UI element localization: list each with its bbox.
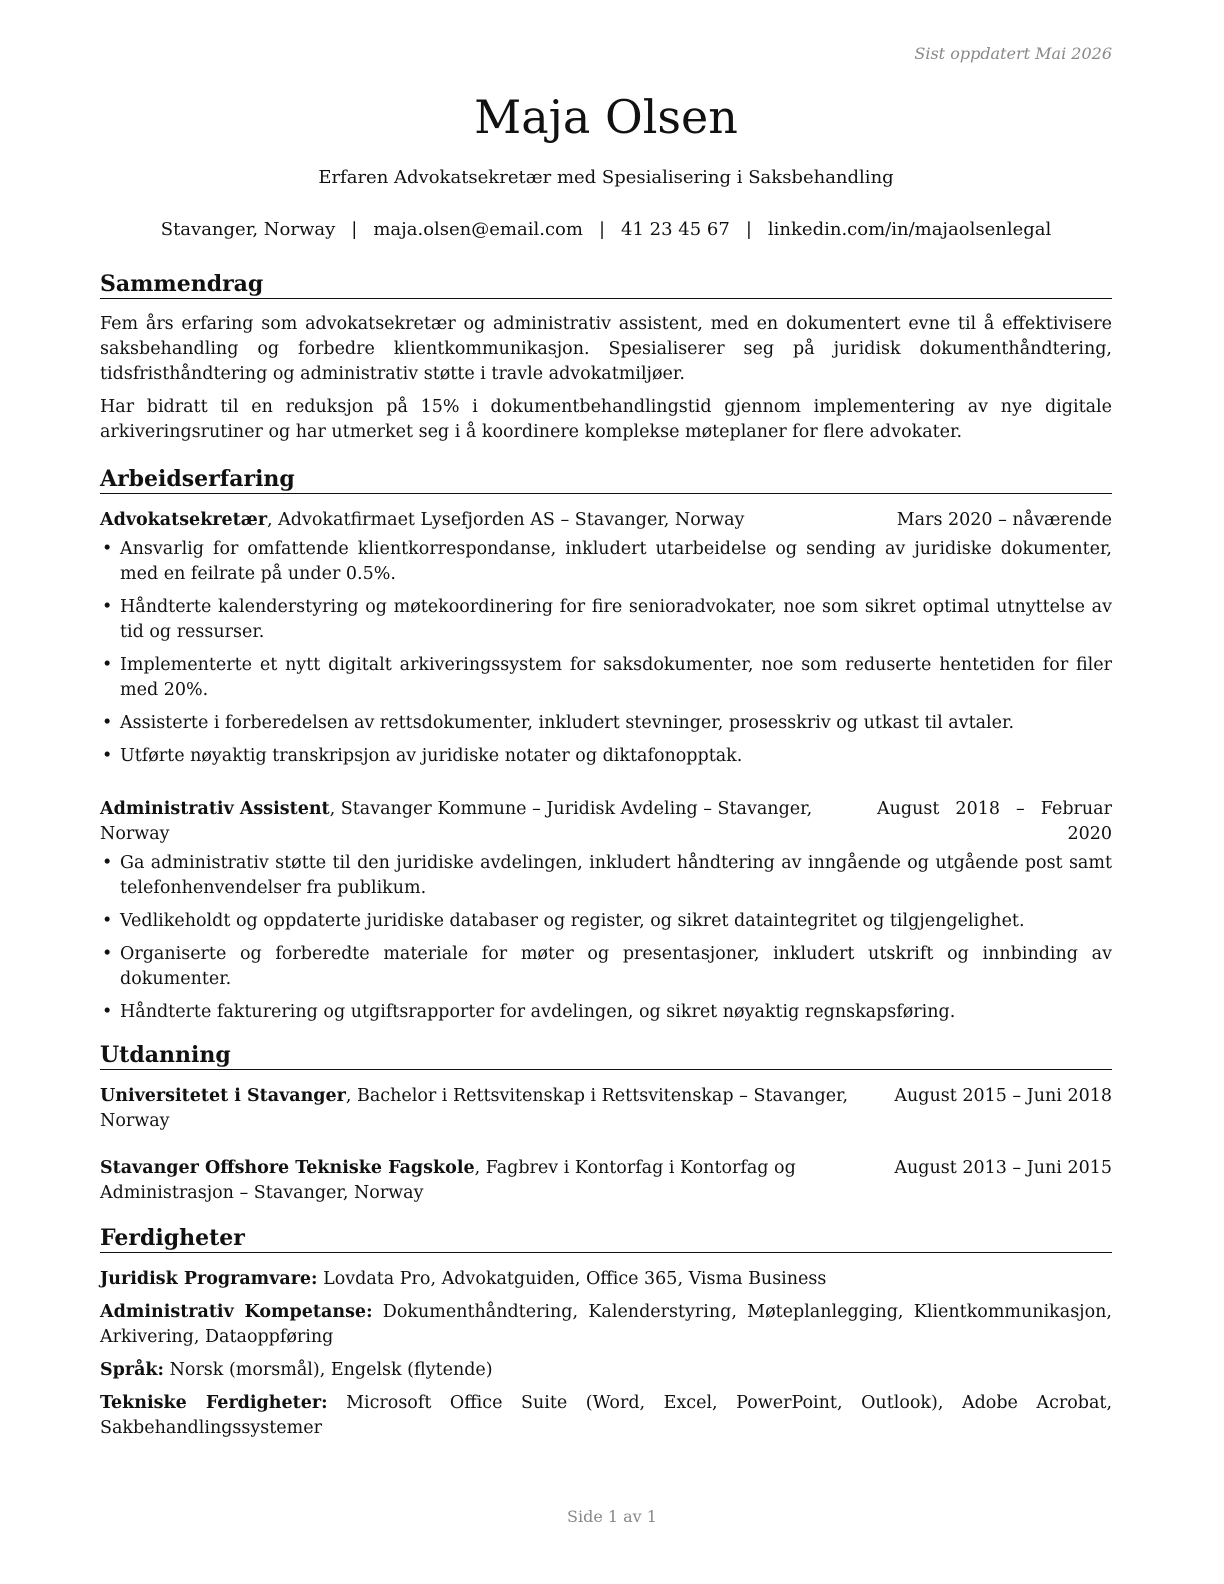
skill-label: Språk: (100, 1360, 165, 1380)
list-item: • Assisterte i forberedelsen av rettsdokumenter, inkludert stevninger, prosesskriv og utkast til avtaler. (100, 711, 1112, 736)
school-name: Stavanger Offshore Tekniske Fagskole (100, 1158, 475, 1178)
contact-separator: | (598, 219, 606, 240)
contact-phone: 41 23 45 67 (621, 219, 730, 240)
list-item: • Organiserte og forberedte materiale for møter og presentasjoner, inkludert utskrift og innbinding av dokumenter. (100, 942, 1112, 992)
experience-section (100, 465, 1112, 1025)
job-bullets (100, 851, 1112, 1025)
page-number: Side 1 av 1 (567, 1507, 657, 1526)
section-title-education: Utdanning (100, 1041, 1112, 1070)
degree-detail: , Bachelor i Rettsvitenskap i Rettsvitenskap – Stavanger, Norway (100, 1086, 849, 1131)
skill-label: Administrativ Kompetanse: (100, 1302, 373, 1322)
job-dates: August 2018 – Februar 2020 (877, 799, 1112, 844)
skill-value: Lovdata Pro, Advokatguiden, Office 365, Visma Business (317, 1269, 827, 1289)
skills-section (100, 1224, 1112, 1441)
education-dates: August 2015 – Juni 2018 (894, 1086, 1112, 1106)
candidate-name: Maja Olsen (474, 90, 738, 144)
skill-label: Tekniske Ferdigheter: (100, 1393, 328, 1413)
skill-value: Microsoft Office Suite (Word, Excel, PowerPoint, Outlook), Adobe Acrobat, Sakbehandlingssystemer (100, 1393, 1113, 1438)
education-entry (100, 1084, 1112, 1134)
degree-detail: , Fagbrev i Kontorfag i Kontorfag og Administrasjon – Stavanger, Norway (100, 1158, 796, 1203)
skill-row (100, 1300, 1112, 1350)
skill-row (100, 1391, 1112, 1441)
job-role: Administrativ Assistent (100, 799, 330, 819)
list-item: • Håndterte kalenderstyring og møtekoordinering for fire senioradvokater, noe som sikret optimal utnyttelse av tid og ressurser. (100, 595, 1112, 645)
contact-email[interactable]: maja.olsen@email.com (373, 219, 583, 240)
job-employer: , Advokatfirmaet Lysefjorden AS – Stavanger, Norway (267, 510, 745, 530)
job-employer: , Stavanger Kommune – Juridisk Avdeling – Stavanger, Norway (100, 799, 813, 844)
job-header (100, 797, 1112, 847)
contact-separator: | (745, 219, 752, 240)
job-bullets (100, 537, 1112, 769)
contact-linkedin[interactable]: linkedin.com/in/majaolsenlegal (767, 219, 1052, 240)
list-item: • Vedlikeholdt og oppdaterte juridiske databaser og register, og sikret dataintegritet og tilgjengelighet. (100, 909, 1112, 934)
list-item: • Ga administrativ støtte til den juridiske avdelingen, inkludert håndtering av inngående og utgående post samt telefonhenvendelser fra publikum. (100, 851, 1112, 901)
summary-paragraph: Har bidratt til en reduksjon på 15% i dokumentbehandlingstid gjennom implementering av nye digitale arkiveringsrutiner og har utmerket seg i å koordinere komplekse møteplaner for flere advokater. (100, 397, 1112, 442)
list-item: • Ansvarlig for omfattende klientkorrespondanse, inkludert utarbeidelse og sending av juridiske dokumenter, med en feilrate på under 0.5%. (100, 537, 1112, 587)
section-title-experience: Arbeidserfaring (100, 465, 1112, 494)
last-updated: Sist oppdatert Mai 2026 (914, 44, 1112, 63)
skill-row (100, 1267, 1112, 1292)
job-role: Advokatsekretær (100, 510, 268, 530)
skill-label: Juridisk Programvare: (100, 1269, 318, 1289)
school-name: Universitetet i Stavanger (100, 1086, 346, 1106)
contact-line (100, 218, 1112, 242)
list-item: • Håndterte fakturering og utgiftsrapporter for avdelingen, og sikret nøyaktig regnskapsføring. (100, 1000, 1112, 1025)
contact-location: Stavanger, Norway (160, 219, 336, 240)
section-title-skills: Ferdigheter (100, 1224, 1112, 1253)
section-title-summary: Sammendrag (100, 270, 1112, 299)
education-dates: August 2013 – Juni 2015 (894, 1158, 1112, 1178)
contact-separator: | (351, 219, 358, 240)
list-item: • Utførte nøyaktig transkripsjon av juridiske notater og diktafonopptak. (100, 744, 1112, 769)
job-header (100, 508, 1112, 533)
skill-row (100, 1358, 1112, 1383)
education-entry (100, 1156, 1112, 1206)
summary-section (100, 270, 1112, 445)
job-dates: Mars 2020 – nåværende (896, 510, 1112, 530)
list-item: • Implementerte et nytt digitalt arkiveringssystem for saksdokumenter, noe som reduserte hentetiden for filer med 20%. (100, 653, 1112, 703)
candidate-title: Erfaren Advokatsekretær med Spesialisering i Saksbehandling (318, 167, 894, 188)
education-section (100, 1041, 1112, 1206)
summary-paragraph: Fem års erfaring som advokatsekretær og administrativ assistent, med en dokumentert evne til å effektivisere saksbehandling og forbedre klientkommunikasjon. Spesialiserer seg på juridisk dokumenthåndtering, tidsfristhåndtering og administrativ støtte i travle advokatmiljøer. (100, 314, 1112, 384)
skill-value: Norsk (morsmål), Engelsk (flytende) (164, 1360, 493, 1380)
skill-value: Dokumenthåndtering, Kalenderstyring, Møteplanlegging, Klientkommunikasjon, Arkivering, Dataoppføring (100, 1302, 1112, 1347)
